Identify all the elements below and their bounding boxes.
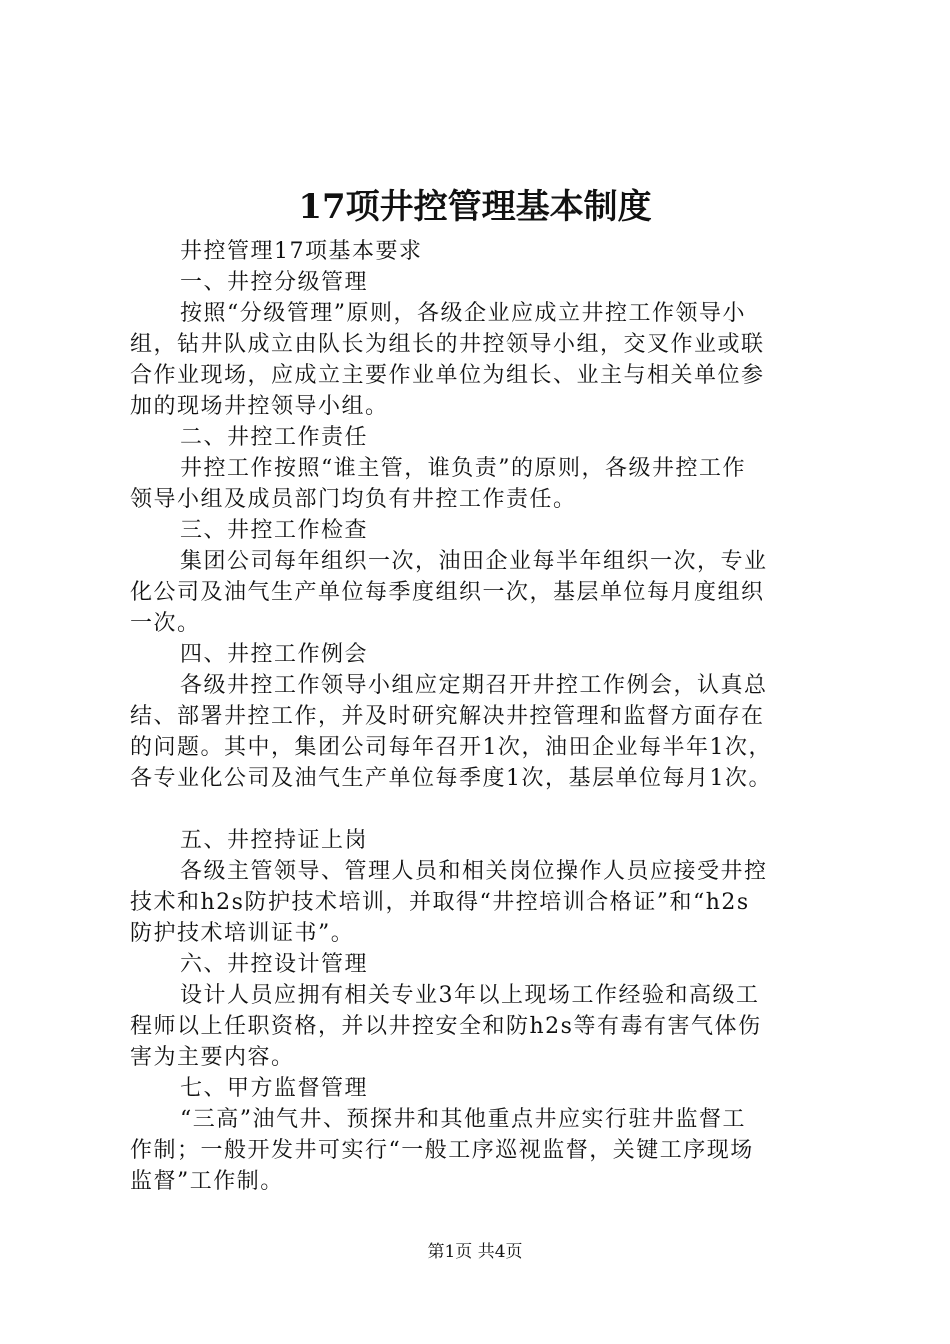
paragraph-line: 按照“分级管理”原则，各级企业应成立井控工作领导小 xyxy=(180,301,746,326)
section-heading: 二、井控工作责任 xyxy=(180,425,369,450)
paragraph-line: 领导小组及成员部门均负有井控工作责任。 xyxy=(130,487,577,512)
section-heading: 五、井控持证上岗 xyxy=(180,828,369,853)
paragraph-line: 害为主要内容。 xyxy=(130,1045,295,1070)
paragraph-line: 组，钻井队成立由队长为组长的井控领导小组，交叉作业或联 xyxy=(130,332,765,357)
paragraph-line: 技术和h2s防护技术培训，并取得“井控培训合格证”和“h2s xyxy=(130,890,750,915)
paragraph-line: 各专业化公司及油气生产单位每季度1次，基层单位每月1次。 xyxy=(130,766,772,791)
paragraph-line: 加的现场井控领导小组。 xyxy=(130,394,389,419)
paragraph-line: 监督”工作制。 xyxy=(130,1169,284,1194)
paragraph-line: 集团公司每年组织一次，油田企业每半年组织一次，专业 xyxy=(180,549,768,574)
paragraph-line: 各级井控工作领导小组应定期召开井控工作例会，认真总 xyxy=(180,673,768,698)
paragraph-line: 防护技术培训证书”。 xyxy=(130,921,355,946)
section-heading: 六、井控设计管理 xyxy=(180,952,369,977)
section-heading: 四、井控工作例会 xyxy=(180,642,369,667)
paragraph-line: 结、部署井控工作，并及时研究解决井控管理和监督方面存在 xyxy=(130,704,765,729)
paragraph-line: 合作业现场，应成立主要作业单位为组长、业主与相关单位参 xyxy=(130,363,765,388)
paragraph-line: “三高”油气井、预探井和其他重点井应实行驻井监督工 xyxy=(180,1107,746,1132)
document-title: 17项井控管理基本制度 xyxy=(298,187,652,227)
paragraph-line: 程师以上任职资格，并以井控安全和防h2s等有毒有害气体伤 xyxy=(130,1014,762,1039)
paragraph-line: 的问题。其中，集团公司每年召开1次，油田企业每半年1次， xyxy=(130,735,772,760)
subtitle-line: 井控管理17项基本要求 xyxy=(180,239,423,264)
paragraph-line: 设计人员应拥有相关专业3年以上现场工作经验和高级工 xyxy=(180,983,760,1008)
section-heading: 三、井控工作检查 xyxy=(180,518,369,543)
paragraph-line: 一次。 xyxy=(130,611,201,636)
page-number-footer: 第1页 共4页 xyxy=(427,1242,523,1262)
section-heading: 七、甲方监督管理 xyxy=(180,1076,369,1101)
section-heading: 一、井控分级管理 xyxy=(180,270,369,295)
paragraph-line: 作制；一般开发井可实行“一般工序巡视监督，关键工序现场 xyxy=(130,1138,754,1163)
blank-line xyxy=(130,794,850,825)
paragraph-line: 各级主管领导、管理人员和相关岗位操作人员应接受井控 xyxy=(180,859,768,884)
document-body xyxy=(130,236,850,1197)
paragraph-line: 井控工作按照“谁主管，谁负责”的原则，各级井控工作 xyxy=(180,456,746,481)
paragraph-line: 化公司及油气生产单位每季度组织一次，基层单位每月度组织 xyxy=(130,580,765,605)
